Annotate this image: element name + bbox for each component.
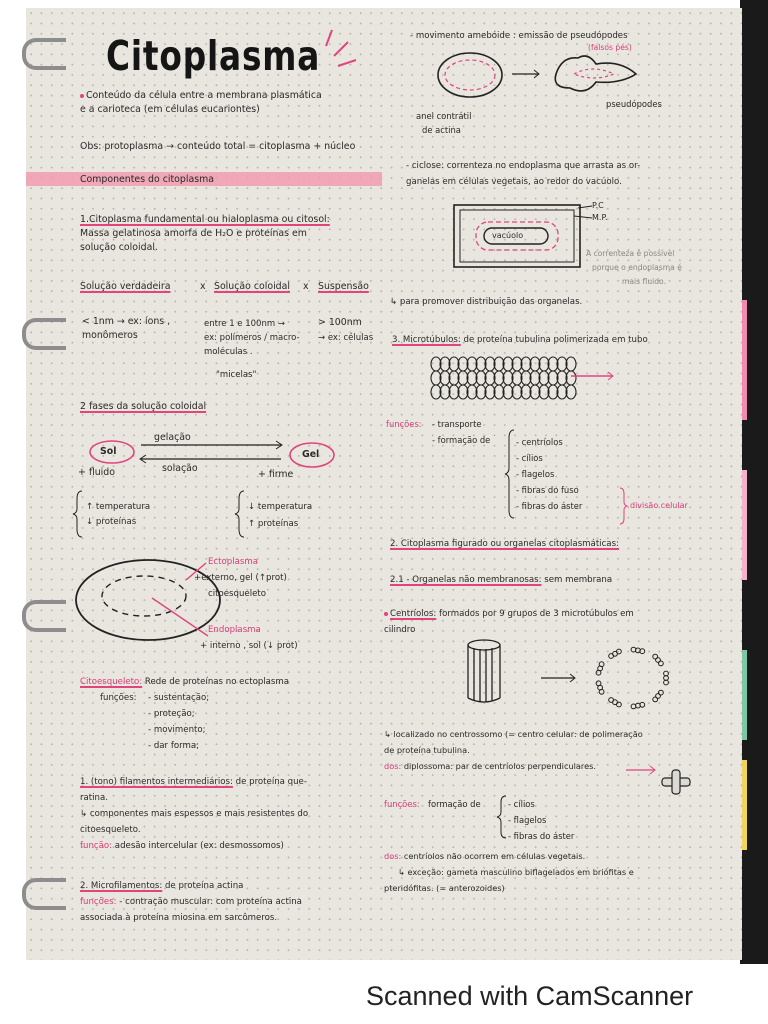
ecto-text-2: citoesqueleto bbox=[208, 589, 266, 599]
sol-col1-1: < 1nm → ex: íons , bbox=[82, 316, 171, 327]
figurado-heading: 2. Citoplasma figurado ou organelas citoplasmáticas: bbox=[390, 539, 619, 549]
page-tab-green bbox=[742, 650, 747, 740]
fundamental-text-1: Massa gelatinosa amorfa de H₂O e proteínas em bbox=[80, 228, 307, 239]
fundamental-heading: 1.Citoplasma fundamental ou hialoplasma ou citosol: bbox=[80, 214, 330, 225]
bullet-icon bbox=[384, 612, 388, 616]
cf-label: funções: bbox=[384, 799, 420, 809]
mt-formacao: - formação de bbox=[432, 435, 491, 445]
funcoes-label: funções: bbox=[100, 693, 137, 703]
brace-cf bbox=[497, 796, 506, 838]
sol-coloidal: Solução coloidal bbox=[214, 281, 290, 292]
vacuolo-label: vacúolo bbox=[492, 231, 524, 240]
centriolos-text-1: formados por 9 grupos de 3 microtúbulos em bbox=[436, 609, 634, 619]
page-title: Citoplasma bbox=[106, 32, 321, 80]
dos2-label: dos: bbox=[384, 851, 402, 861]
endo-pointer bbox=[152, 598, 208, 636]
cf-list-item: - flagelos bbox=[508, 815, 547, 825]
corrente-2: porque o endoplasma é bbox=[592, 263, 682, 272]
exc-line-2: pteridófitas. (= anterozoides) bbox=[384, 883, 505, 893]
org-heading: 2.1 - Organelas não membranosas: bbox=[390, 575, 542, 585]
sol-col1-2: monômeros bbox=[82, 330, 138, 341]
microtubule-drawing bbox=[431, 357, 576, 399]
cell-inner-dashed bbox=[102, 576, 186, 616]
binder-ring bbox=[22, 878, 66, 910]
micro-funcoes: - contração muscular: com proteína actina bbox=[116, 897, 302, 907]
pseudopodes-label: pseudópodes bbox=[606, 99, 662, 109]
obs-line: Obs: protoplasma → conteúdo total = citoplasma + núcleo bbox=[80, 141, 356, 152]
page-tab-light bbox=[742, 470, 747, 580]
gelacao-label: gelação bbox=[154, 432, 191, 443]
exc-line-1: ↳ exceção: gameta masculino biflagelados em briófitas e bbox=[398, 867, 634, 877]
centriolos-label: Centríolos: bbox=[390, 609, 437, 619]
promover-line: ↳ para promover distribuição das organelas. bbox=[390, 297, 583, 307]
notebook-page bbox=[26, 8, 742, 960]
binder-ring bbox=[22, 318, 66, 350]
brace-mt bbox=[505, 430, 514, 518]
funcao-item: - sustentação; bbox=[148, 693, 210, 703]
mt-heading: 3. Microtúbulos: bbox=[392, 335, 461, 345]
amoeba-pseudopod-cell bbox=[555, 56, 636, 91]
amebo-line: - movimento amebóide : emissão de pseudópodes bbox=[410, 31, 628, 41]
solacao-label: solação bbox=[162, 463, 198, 474]
sol-verdadeira: Solução verdadeira bbox=[80, 281, 171, 292]
sol-col2-1: entre 1 e 100nm → bbox=[204, 319, 285, 329]
gel-temp: ↓ temperatura bbox=[248, 502, 313, 512]
sol-x-2: x bbox=[303, 281, 309, 292]
page-tab-pink bbox=[742, 300, 747, 420]
fil-line bbox=[80, 776, 307, 788]
mt-list-item: - fibras do fuso bbox=[516, 485, 579, 495]
sol-temp: ↑ temperatura bbox=[86, 502, 151, 512]
anel-label-1: anel contrátil bbox=[416, 111, 472, 121]
ciclose-line-1: - ciclose: correnteza no endoplasma que arrasta as or- bbox=[406, 161, 641, 171]
endo-label: Endoplasma bbox=[208, 625, 261, 635]
citoesq-label: Citoesqueleto: bbox=[80, 677, 143, 687]
brace-gel bbox=[235, 491, 244, 537]
org-line bbox=[390, 574, 612, 586]
sol-x-1: x bbox=[200, 281, 206, 292]
diplossome-icon bbox=[662, 770, 690, 794]
micro-funcoes-line bbox=[80, 896, 302, 908]
ecto-text-1: +externo, gel (↑prot) bbox=[194, 573, 287, 583]
ciclose-line-2: ganelas em células vegetais, ao redor do vacúolo. bbox=[406, 177, 622, 187]
loc-line-1: ↳ localizado no centrossomo (= centro celular: de polimeração bbox=[384, 729, 643, 739]
corrente-3: mais fluido. bbox=[622, 277, 666, 286]
mt-list-item: - fibras do áster bbox=[516, 501, 583, 511]
centriole-cross-section bbox=[596, 647, 668, 709]
sol-label: Sol bbox=[100, 446, 117, 457]
cf-list-item: - cílios bbox=[508, 799, 535, 809]
binder-ring bbox=[22, 600, 66, 632]
sol-col3-2: → ex: células bbox=[318, 333, 374, 343]
fil-text: de proteína que- bbox=[232, 777, 307, 787]
definition-line-1: Conteúdo da célula entre a membrana plasmática bbox=[80, 90, 322, 102]
fundamental-text-2: solução coloidal. bbox=[80, 242, 158, 253]
fil-funcao-line bbox=[80, 840, 284, 852]
gel-label: Gel bbox=[302, 449, 320, 460]
dos1-label: dos: bbox=[384, 761, 402, 771]
funcao-item: - proteção; bbox=[148, 709, 195, 719]
amoeba-inner bbox=[445, 60, 495, 90]
dos2-line bbox=[384, 850, 585, 862]
micro-line bbox=[80, 880, 243, 892]
sol-prot: ↓ proteínas bbox=[86, 517, 137, 527]
fil-funcao-label: função: bbox=[80, 841, 113, 851]
fluido-label: + fluido bbox=[78, 467, 115, 478]
page-tab-yellow bbox=[742, 760, 747, 850]
anel-label-2: de actina bbox=[422, 125, 461, 135]
fil-funcao: adesão intercelular (ex: desmossomos) bbox=[112, 841, 284, 851]
mp-label: M.P. bbox=[592, 213, 608, 222]
definition-line-2: e a carioteca (em células eucariontes) bbox=[80, 104, 260, 115]
mt-list-item: - centríolos bbox=[516, 437, 563, 447]
fases-heading: 2 fases da solução coloidal bbox=[80, 401, 207, 412]
cf-list-item: - fibras do áster bbox=[508, 831, 575, 841]
falsos-pes: (falsos pés) bbox=[588, 43, 632, 52]
mt-transporte: - transporte bbox=[432, 419, 482, 429]
components-header: Componentes do citoplasma bbox=[80, 174, 214, 185]
gel-prot: ↑ proteínas bbox=[248, 519, 299, 529]
funcao-item: - movimento; bbox=[148, 725, 206, 735]
micro-funcoes-label: funções: bbox=[80, 897, 117, 907]
cf-formacao: formação de bbox=[428, 799, 481, 809]
brace-division bbox=[620, 488, 627, 524]
org-text: sem membrana bbox=[541, 575, 613, 585]
scanner-watermark: Scanned with CamScanner bbox=[366, 981, 694, 1011]
bullet-icon bbox=[80, 94, 84, 98]
divisao-label: divisão celular bbox=[630, 501, 688, 510]
firme-label: + firme bbox=[258, 469, 294, 480]
citoesq-line bbox=[80, 676, 289, 688]
micro-heading: 2. Microfilamentos: bbox=[80, 881, 163, 891]
ecto-label: Ectoplasma bbox=[208, 557, 259, 567]
mt-text: de proteína tubulina polimerizada em tubo bbox=[460, 335, 648, 345]
mt-funcoes-label: funções: bbox=[386, 419, 422, 429]
binder-ring bbox=[22, 38, 66, 70]
pc-label: P.C bbox=[592, 201, 604, 210]
corrente-1: A correnteza é possível bbox=[586, 249, 675, 258]
funcao-item: - dar forma; bbox=[148, 741, 200, 751]
sol-col2-4: "micelas" bbox=[216, 370, 257, 380]
endo-text-1: + interno , sol (↓ prot) bbox=[200, 641, 298, 651]
dos2-text: centríolos não ocorrem em células vegetais. bbox=[401, 851, 586, 861]
micro-text: de proteína actina bbox=[162, 881, 244, 891]
mt-list-item: - flagelos bbox=[516, 469, 555, 479]
citoesq-text: Rede de proteínas no ectoplasma bbox=[144, 677, 290, 687]
fil-text-4: citoesqueleto. bbox=[80, 825, 141, 835]
dos1-line bbox=[384, 760, 596, 772]
fil-text-3: ↳ componentes mais espessos e mais resistentes do bbox=[80, 809, 309, 819]
centriolos-text-2: cilindro bbox=[384, 625, 416, 635]
dos1-text: diplossoma: par de centríolos perpendiculares. bbox=[401, 761, 597, 771]
sol-col3-1: > 100nm bbox=[318, 317, 362, 328]
title-sparkle-icon bbox=[326, 30, 356, 66]
brace-sol bbox=[73, 491, 82, 537]
centriole-cylinder bbox=[468, 640, 500, 702]
micro-text-2: associada à proteína miosina em sarcômeros. bbox=[80, 913, 278, 923]
sol-suspensao: Suspensão bbox=[318, 281, 369, 292]
loc-line-2: de proteína tubulina. bbox=[384, 745, 470, 755]
sol-col2-2: ex: polímeros / macro- bbox=[204, 333, 300, 343]
mt-list-item: - cílios bbox=[516, 453, 543, 463]
fil-heading: 1. (tono) filamentos intermediários: bbox=[80, 777, 233, 787]
sol-col2-3: moléculas . bbox=[204, 347, 253, 357]
mt-line bbox=[392, 334, 648, 346]
fil-text-2: ratina. bbox=[80, 793, 109, 803]
centriolos-line bbox=[384, 608, 634, 620]
